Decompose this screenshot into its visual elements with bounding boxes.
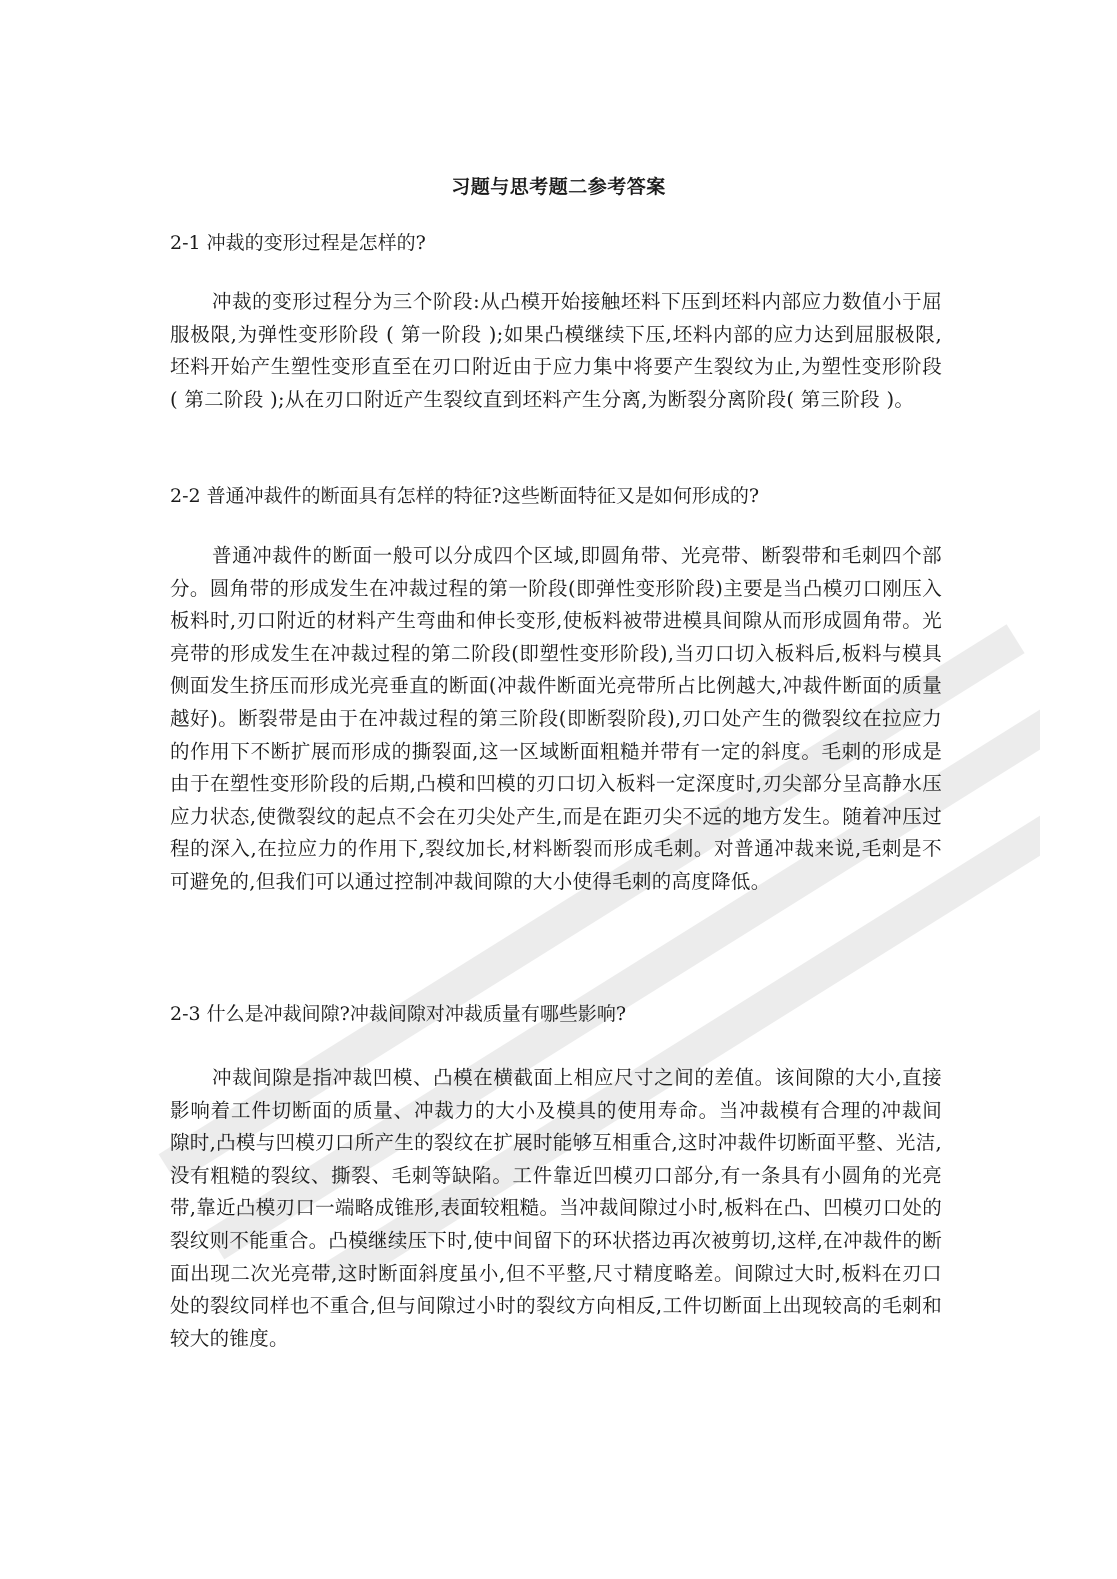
answer-2-3: 冲裁间隙是指冲裁凹模、凸模在横截面上相应尺寸之间的差值。该间隙的大小,直接影响着工件切断面的质量、冲裁力的大小及模具的使用寿命。当冲裁模有合理的冲裁间隙时,凸模与凹模刃口所产生的裂纹在扩展时能够互相重合,这时冲裁件切断面平整、光洁,没有粗糙的裂纹、撕裂、毛刺等缺陷。工件靠近凹模刃口部分,有一条具有小圆角的光亮带,靠近凸模刃口一端略成锥形,表面较粗糙。当冲裁间隙过小时,板料在凸、凹模刃口处的裂纹则不能重合。凸模继续压下时,使中间留下的环状搭边再次被剪切,这样,在冲裁件的断面出现二次光亮带,这时断面斜度虽小,但不平整,尺寸精度略差。间隙过大时,板料在刃口处的裂纹同样也不重合,但与间隙过小时的裂纹方向相反,工件切断面上出现较高的毛刺和较大的锥度。 <box>170 1066 942 1350</box>
answer-2-1: 冲裁的变形过程分为三个阶段:从凸模开始接触坯料下压到坯料内部应力数值小于屈服极限,为弹性变形阶段 ( 第一阶段 );如果凸模继续下压,坯料内部的应力达到屈服极限,坯料开始产生塑性变形直至在刃口附近由于应力集中将要产生裂纹为止,为塑性变形阶段 ( 第二阶段 );从在刃口附近产生裂纹直到坯料产生分离,为断裂分离阶段( 第三阶段 )。 <box>170 290 942 411</box>
question-2-2: 2-2 普通冲裁件的断面具有怎样的特征?这些断面特征又是如何形成的? <box>170 485 760 507</box>
question-2-3: 2-3 什么是冲裁间隙?冲裁间隙对冲裁质量有哪些影响? <box>170 1003 627 1025</box>
question-2-1: 2-1 冲裁的变形过程是怎样的? <box>170 232 426 254</box>
page-title: 习题与思考题二参考答案 <box>451 176 666 198</box>
answer-2-2: 普通冲裁件的断面一般可以分成四个区域,即圆角带、光亮带、断裂带和毛刺四个部分。圆角带的形成发生在冲裁过程的第一阶段(即弹性变形阶段)主要是当凸模刃口刚压入板料时,刃口附近的材料产生弯曲和伸长变形,使板料被带进模具间隙从而形成圆角带。光亮带的形成发生在冲裁过程的第二阶段(即塑性变形阶段),当刃口切入板料后,板料与模具侧面发生挤压而形成光亮垂直的断面(冲裁件断面光亮带所占比例越大,冲裁件断面的质量越好)。断裂带是由于在冲裁过程的第三阶段(即断裂阶段),刃口处产生的微裂纹在拉应力的作用下不断扩展而形成的撕裂面,这一区域断面粗糙并带有一定的斜度。毛刺的形成是由于在塑性变形阶段的后期,凸模和凹模的刃口切入板料一定深度时,刃尖部分呈高静水压应力状态,使微裂纹的起点不会在刃尖处产生,而是在距刃尖不远的地方发生。随着冲压过程的深入,在拉应力的作用下,裂纹加长,材料断裂而形成毛刺。对普通冲裁来说,毛刺是不可避免的,但我们可以通过控制冲裁间隙的大小使得毛刺的高度降低。 <box>170 544 942 893</box>
